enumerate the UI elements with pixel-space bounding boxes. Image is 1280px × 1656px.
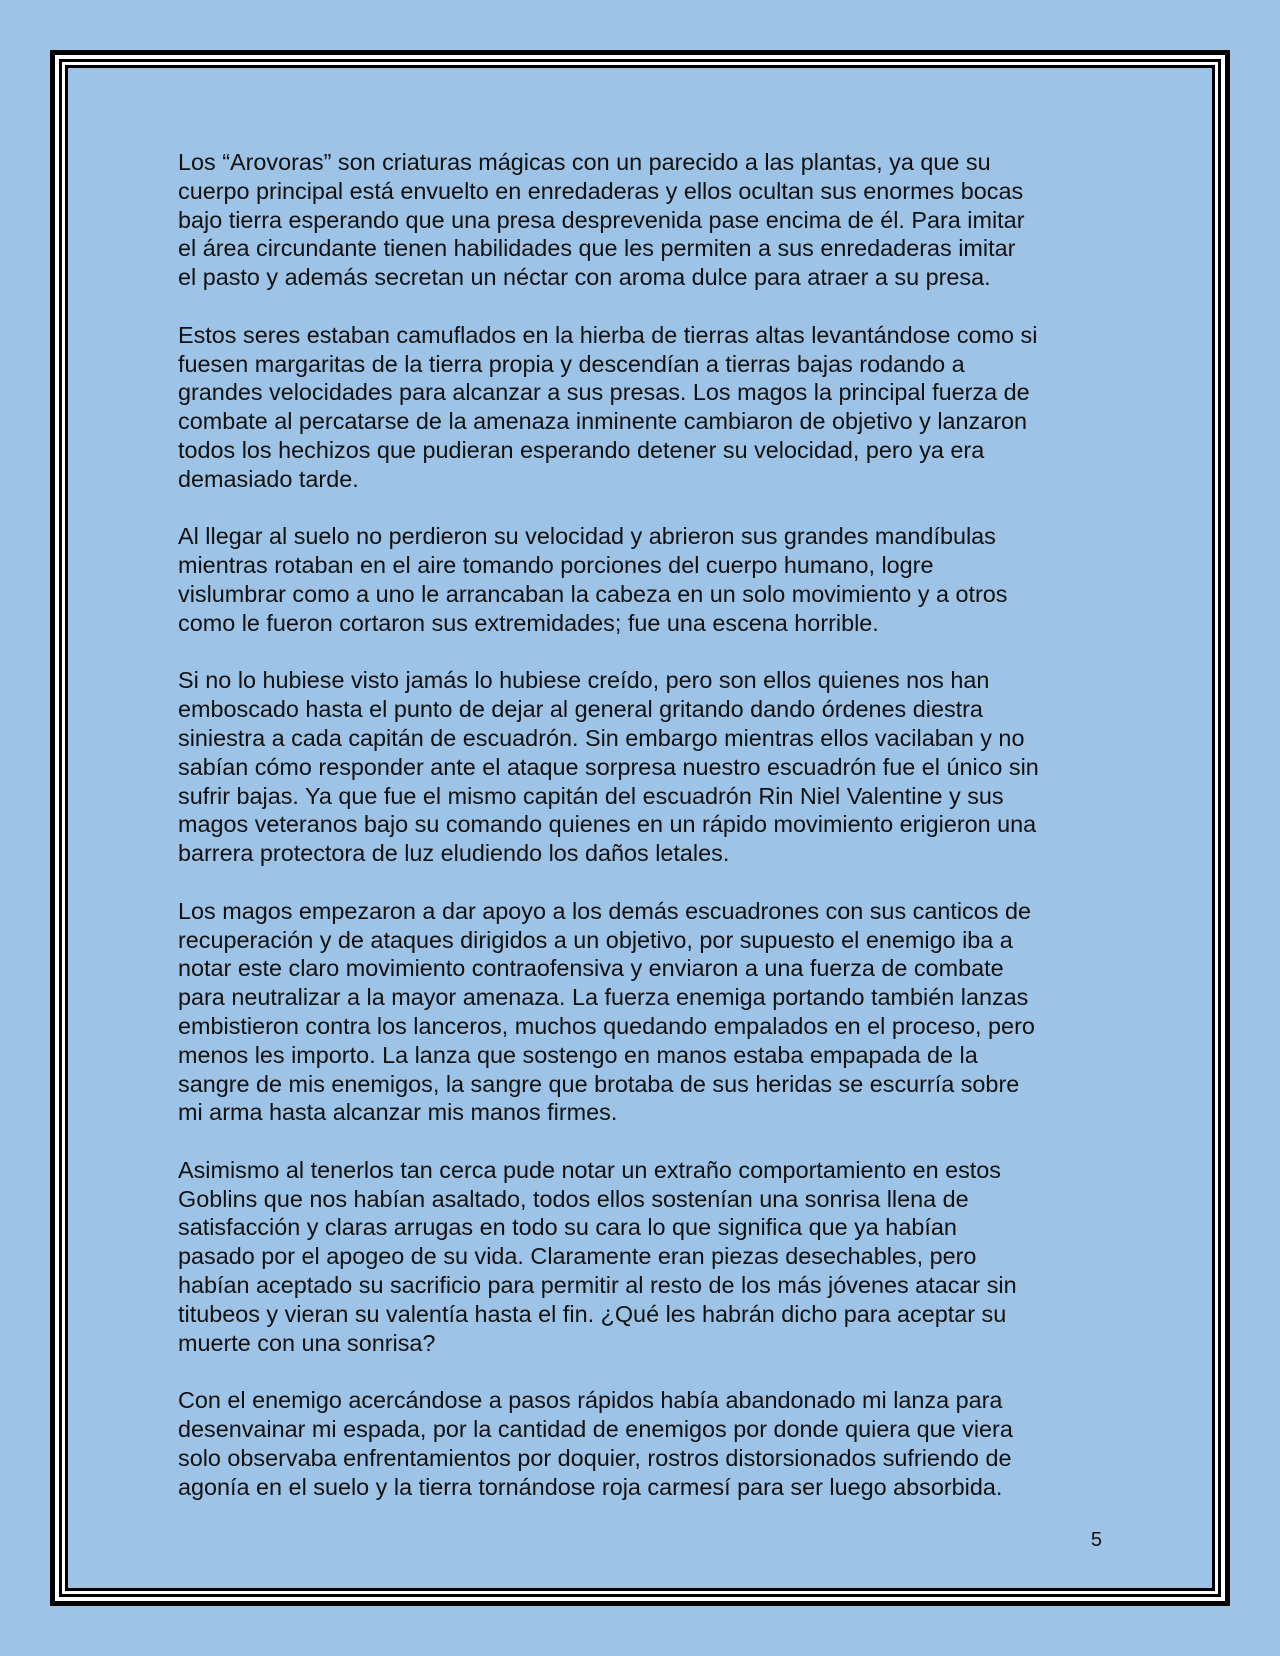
paragraph-enemy-approach: Con el enemigo acercándose a pasos rápidos había abandonado mi lanza para desenvainar mi espada, por la cantidad de enemigos por donde quiera que viera solo observaba enfrentamientos por doquier, rostros distorsionados sufriendo de agonía en el suelo y la tierra tornándose roja carmesí para ser luego absorbida. [178,1387,1013,1500]
page-body [178,148,1108,1530]
paragraph-camouflage: Estos seres estaban camuflados en la hierba de tierras altas levantándose como si fuesen margaritas de la tierra propia y descendían a tierras bajas rodando a grandes velocidades para alcanzar a sus presas. Los magos la principal fuerza de combate al percatarse de la amenaza inminente cambiaron de objetivo y lanzaron todos los hechizos que pudieran esperando detener su velocidad, pero ya era demasiado tarde. [178,321,1038,492]
paragraph-goblins: Asimismo al tenerlos tan cerca pude notar un extraño comportamiento en estos Goblins que nos habían asaltado, todos ellos sostenían una sonrisa llena de satisfacción y claras arrugas en todo su cara lo que significa que ya habían pasado por el apogeo de su vida. Claramente eran piezas desechables, pero habían aceptado su sacrificio para permitir al resto de los más jóvenes atacar sin titubeos y vieran su valentía hasta el fin. ¿Qué les habrán dicho para aceptar su muerte con una sonrisa? [178,1156,1017,1356]
page-number: 5 [1090,1529,1102,1551]
paragraph-attack: Al llegar al suelo no perdieron su velocidad y abrieron sus grandes mandíbulas mientras rotaban en el aire tomando porciones del cuerpo humano, logre vislumbrar como a uno le arrancaban la cabeza en un solo movimiento y a otros como le fueron cortaron sus extremidades; fue una escena horrible. [178,523,1008,636]
paragraph-arovoras: Los “Arovoras” son criaturas mágicas con un parecido a las plantas, ya que su cuerpo principal está envuelto en enredaderas y ellos ocultan sus enormes bocas bajo tierra esperando que una presa desprevenida pase encima de él. Para imitar el área circundante tienen habilidades que les permiten a sus enredaderas imitar el pasto y además secretan un néctar con aroma dulce para atraer a su presa. [178,149,1025,291]
paragraph-mages-support: Los magos empezaron a dar apoyo a los demás escuadrones con sus canticos de recuperación y de ataques dirigidos a un objetivo, por supuesto el enemigo iba a notar este claro movimiento contraofensiva y enviaron a una fuerza de combate para neutralizar a la mayor amenaza. La fuerza enemiga portando también lanzas embistieron contra los lanceros, muchos quedando empalados en el proceso, pero menos les importo. La lanza que sostengo en manos estaba empapada de la sangre de mis enemigos, la sangre que brotaba de sus heridas se escurría sobre mi arma hasta alcanzar mis manos firmes. [178,897,1035,1126]
paragraph-ambush: Si no lo hubiese visto jamás lo hubiese creído, pero son ellos quienes nos han emboscado hasta el punto de dejar al general gritando dando órdenes diestra siniestra a cada capitán de escuadrón. Sin embargo mientras ellos vacilaban y no sabían cómo responder ante el ataque sorpresa nuestro escuadrón fue el único sin sufrir bajas. Ya que fue el mismo capitán del escuadrón Rin Niel Valentine y sus magos veteranos bajo su comando quienes en un rápido movimiento erigieron una barrera protectora de luz eludiendo los daños letales. [178,667,1039,867]
